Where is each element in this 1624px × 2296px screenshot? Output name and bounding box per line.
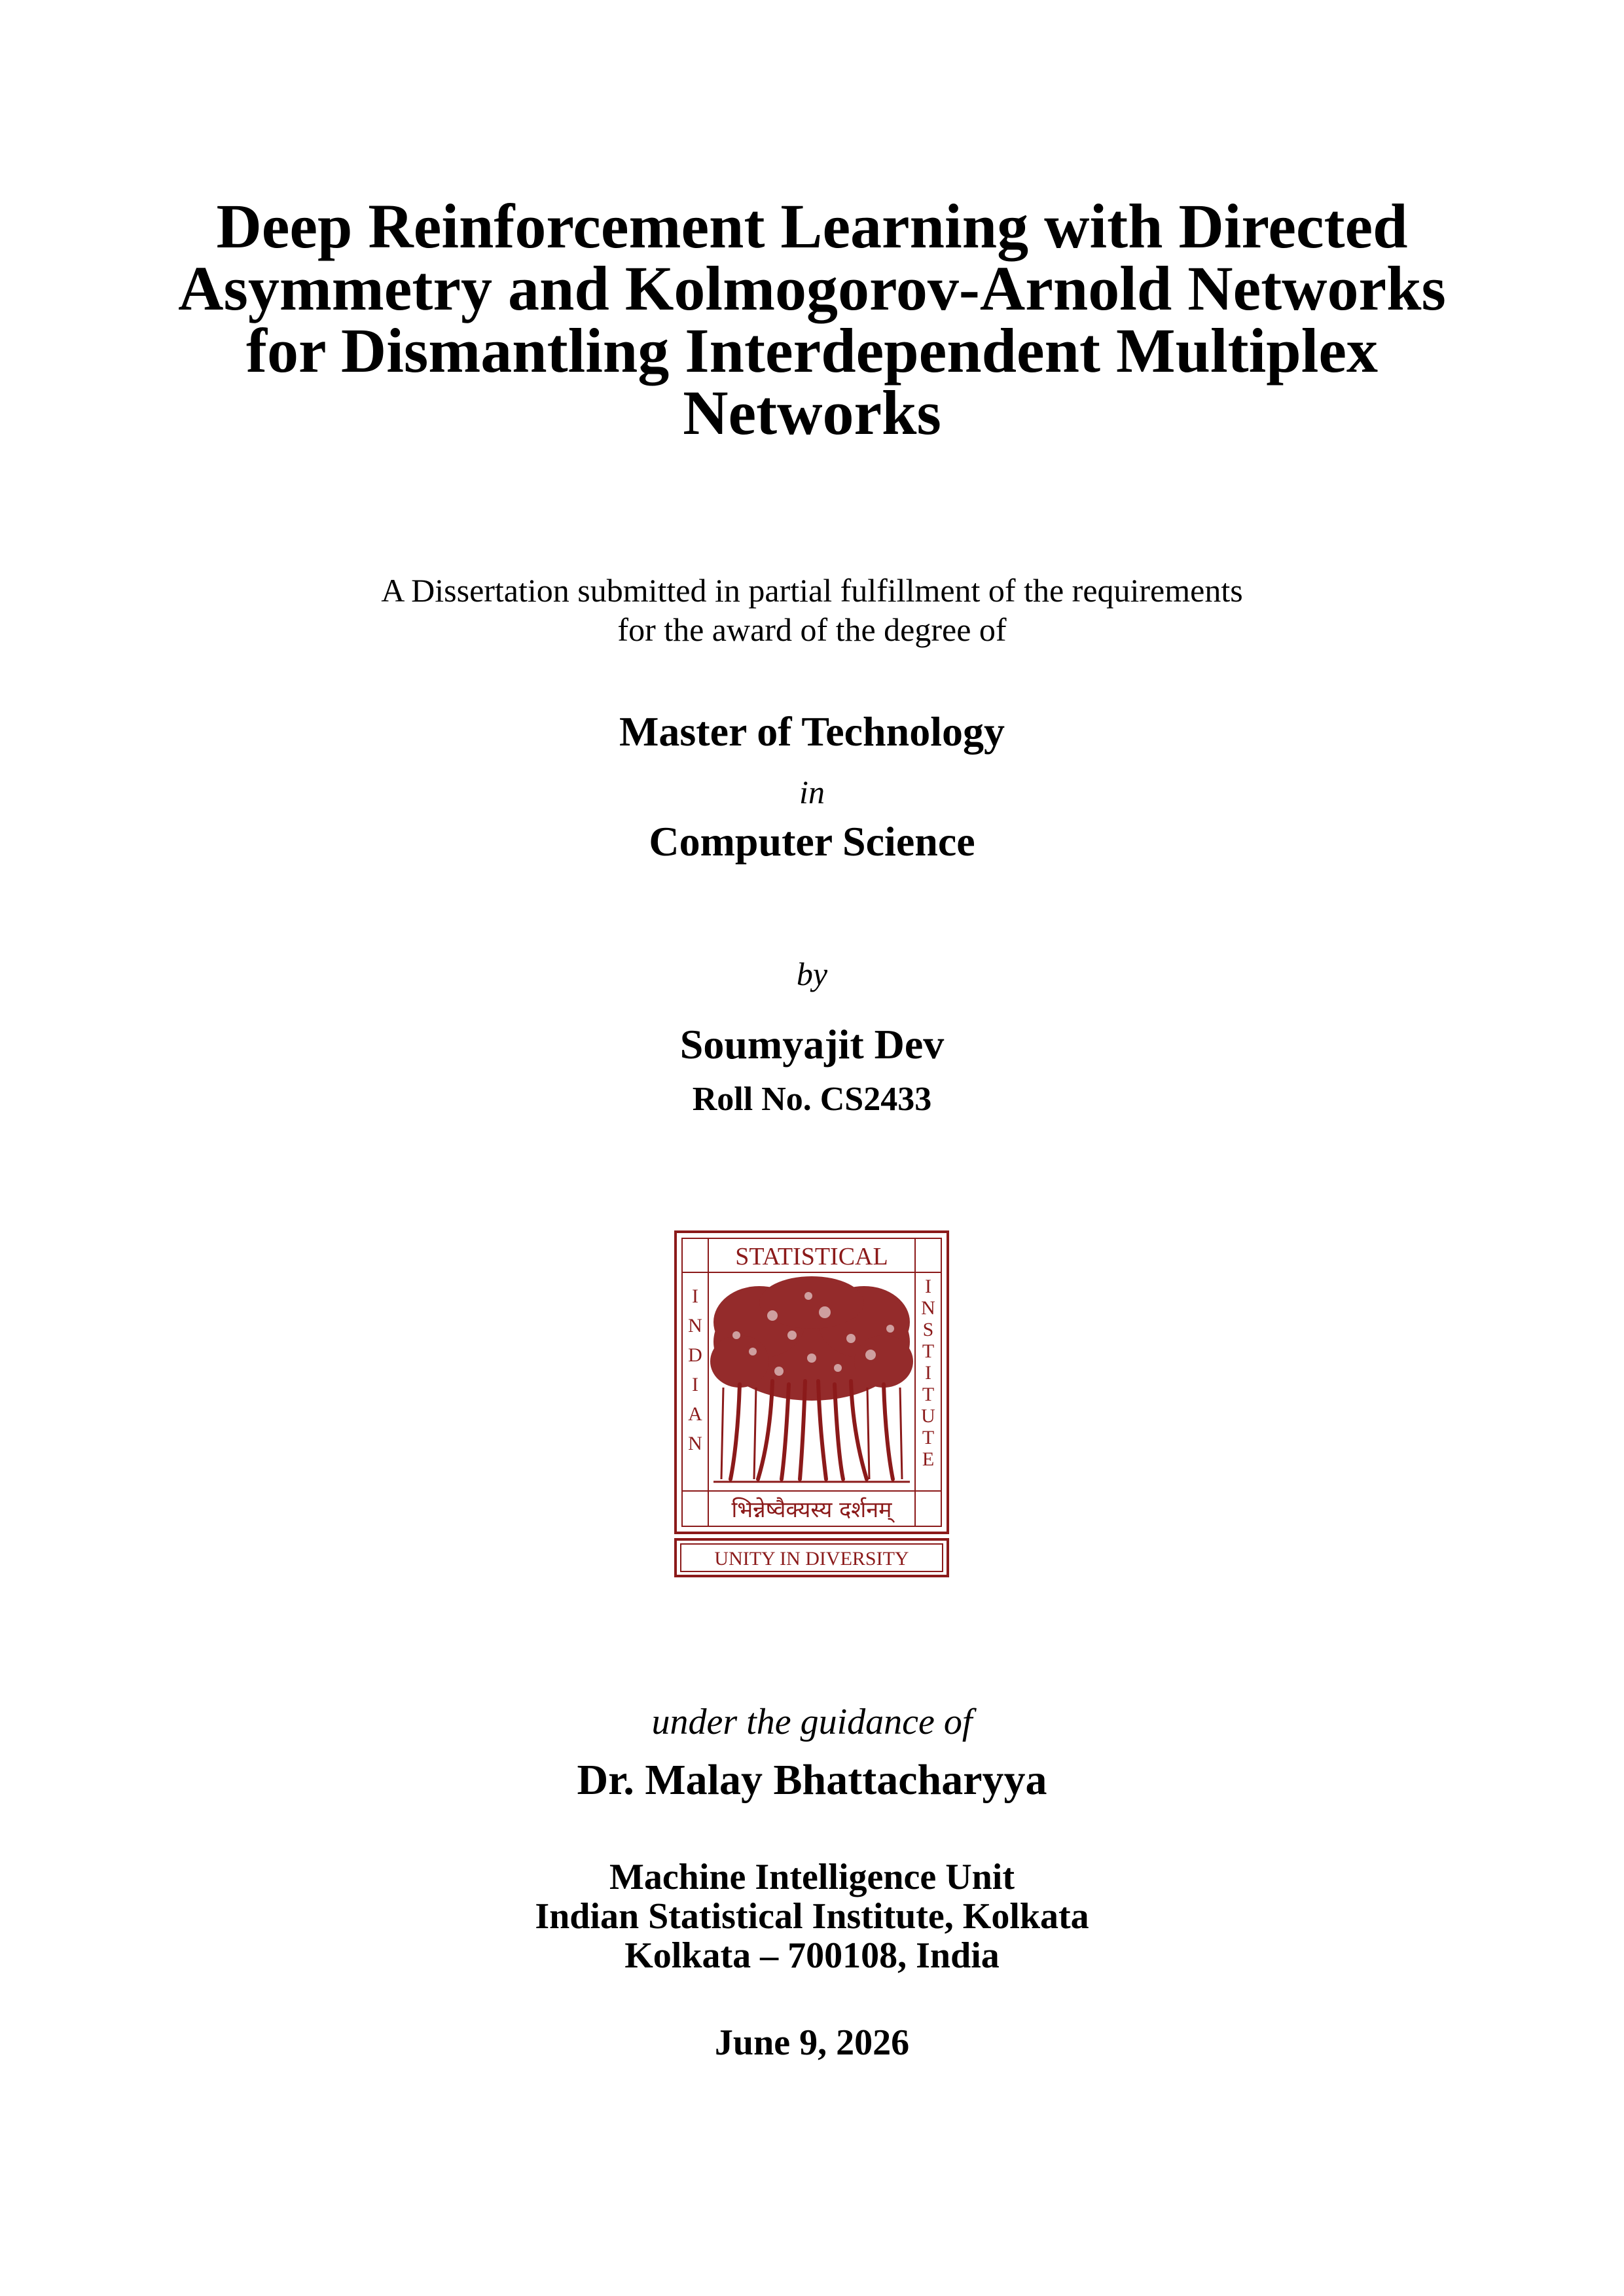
logo-left-letter: N xyxy=(688,1315,702,1336)
intro-line: A Dissertation submitted in partial fulfillment of the requirements xyxy=(381,572,1243,609)
logo-right-letter: I xyxy=(925,1362,931,1384)
submission-date: June 9, 2026 xyxy=(714,2022,910,2063)
logo-right-letter: T xyxy=(922,1384,935,1405)
in-connector: in xyxy=(799,774,825,810)
logo-top-text: STATISTICAL xyxy=(735,1243,888,1270)
guidance-label: under the guidance of xyxy=(651,1702,973,1742)
logo-left-letter: I xyxy=(692,1285,698,1307)
logo-right-letter: I xyxy=(925,1276,931,1297)
logo-motto-hindi: भिन्नेष्वैक्यस्य दर्शनम् xyxy=(731,1497,892,1523)
title-line: Networks xyxy=(683,378,941,448)
title-line: Deep Reinforcement Learning with Directed xyxy=(216,191,1408,261)
roll-number: Roll No. CS2433 xyxy=(692,1081,932,1118)
affiliation-line: Indian Statistical Institute, Kolkata xyxy=(535,1896,1089,1937)
affiliation-line: Kolkata – 700108, India xyxy=(624,1935,1000,1976)
logo-right-letter: T xyxy=(922,1340,935,1362)
degree-name: Master of Technology xyxy=(619,708,1005,755)
author-name: Soumyajit Dev xyxy=(679,1021,945,1067)
by-connector: by xyxy=(796,956,828,992)
logo-right-letter: U xyxy=(921,1405,935,1427)
title-line: for Dismantling Interdependent Multiplex xyxy=(246,315,1378,386)
banyan-tree-icon xyxy=(710,1276,913,1482)
title-line: Asymmetry and Kolmogorov-Arnold Networks xyxy=(178,253,1446,323)
affiliation-line: Machine Intelligence Unit xyxy=(609,1857,1015,1897)
logo-right-letter: T xyxy=(922,1427,935,1448)
isi-logo xyxy=(674,1230,949,1579)
logo-right-letter: N xyxy=(921,1297,935,1319)
logo-right-letter: E xyxy=(922,1448,935,1470)
logo-left-letter: I xyxy=(692,1374,698,1395)
degree-field: Computer Science xyxy=(649,818,975,865)
logo-right-letter: S xyxy=(922,1319,934,1340)
submission-statement xyxy=(0,571,1624,649)
supervisor-name: Dr. Malay Bhattacharyya xyxy=(577,1756,1047,1804)
logo-left-letter: A xyxy=(688,1403,702,1425)
thesis-title xyxy=(0,191,1624,448)
logo-left-letter: D xyxy=(688,1344,702,1366)
affiliation xyxy=(0,1857,1624,1975)
logo-left-letter: N xyxy=(688,1433,702,1454)
logo-motto-english: UNITY IN DIVERSITY xyxy=(714,1548,909,1570)
intro-line: for the award of the degree of xyxy=(617,611,1007,648)
